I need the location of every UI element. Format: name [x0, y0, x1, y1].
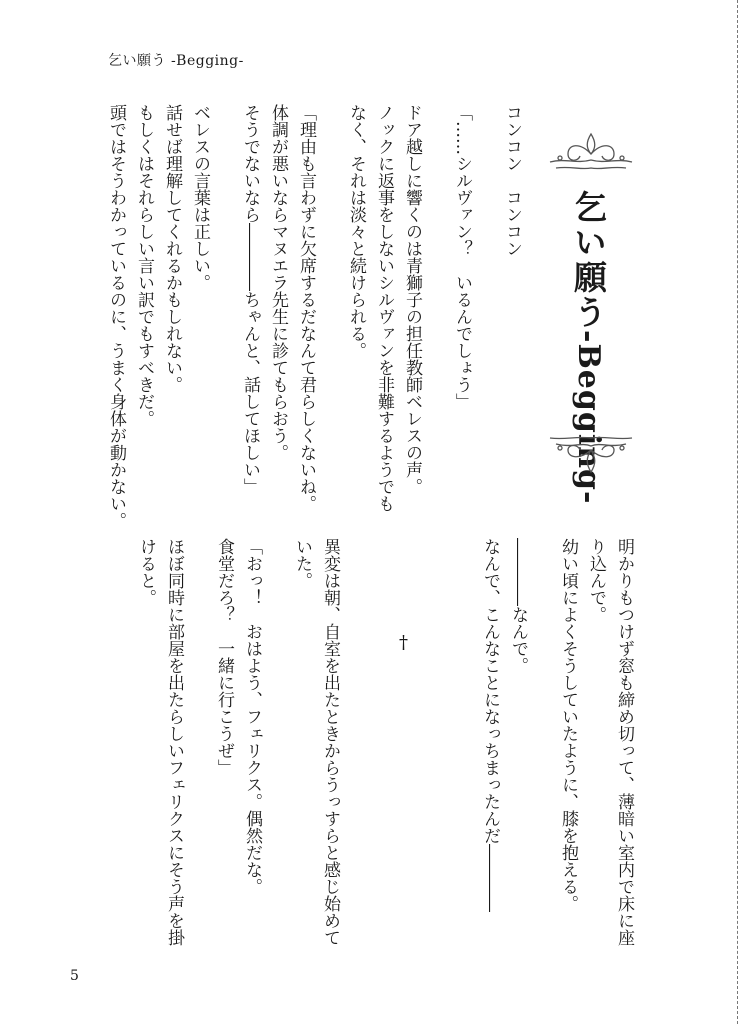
- text-column: 体調が悪いならマヌエラ先生に診てもらおう。: [268, 104, 288, 461]
- text-column: 幼い頃によくそうしていたように、膝を抱える。: [558, 538, 578, 912]
- text-column: なく、それは淡々と続けられる。: [346, 104, 366, 359]
- text-column: 頭ではそうわかっているのに、うまく身体が動かない。: [106, 104, 126, 529]
- text-column: もしくはそれらしい言い訳でもすべきだ。: [134, 104, 154, 427]
- chapter-title-en: -Begging-: [571, 330, 606, 505]
- text-column: 異変は朝、自室を出たときからうっすらと感じ始めて: [320, 538, 340, 946]
- text-column: 「……シルヴァン？ いるんでしょう」: [452, 104, 472, 410]
- text-column: ――――なんで。: [508, 538, 528, 674]
- text-column: 食堂だろ？ 一緒に行こうぜ」: [214, 538, 234, 776]
- text-column: 明かりもつけず窓も締め切って、薄暗い室内で床に座: [614, 538, 634, 946]
- text-column: ドア越しに響くのは青獅子の担任教師ベレスの声。: [402, 104, 422, 495]
- page-number: 5: [70, 968, 79, 984]
- text-column: ノックに返事をしないシルヴァンを非難するようでも: [374, 104, 394, 512]
- text-column: 話せば理解してくれるかもしれない。: [162, 104, 182, 393]
- text-column: なんで、こんなことになっちまったんだ――――: [480, 538, 500, 912]
- text-column: いた。: [292, 538, 312, 589]
- text-column: 「理由も言わずに欠席するだなんて君らしくないね。: [296, 104, 316, 512]
- section-dagger-mark: †: [399, 632, 408, 653]
- text-column: ほぼ同時に部屋を出たらしいフェリクスにそう声を掛: [164, 538, 184, 946]
- text-column: 「おっ！ おはよう、フェリクス。偶然だな。: [242, 538, 262, 895]
- running-header: 乞い願う -Begging-: [108, 53, 244, 69]
- top-ornament-icon: [546, 128, 636, 176]
- text-column: けると。: [136, 538, 156, 606]
- text-column: り込んで。: [586, 538, 606, 623]
- text-column: コンコン コンコン: [502, 104, 522, 257]
- page-edge-dashed-line: [737, 0, 738, 1024]
- bottom-ornament-icon: [546, 430, 636, 478]
- text-column: そうでないなら――――ちゃんと、話してほしい」: [240, 104, 260, 495]
- text-column: ベレスの言葉は正しい。: [190, 104, 210, 291]
- chapter-title-jp: 乞い願う: [569, 190, 608, 330]
